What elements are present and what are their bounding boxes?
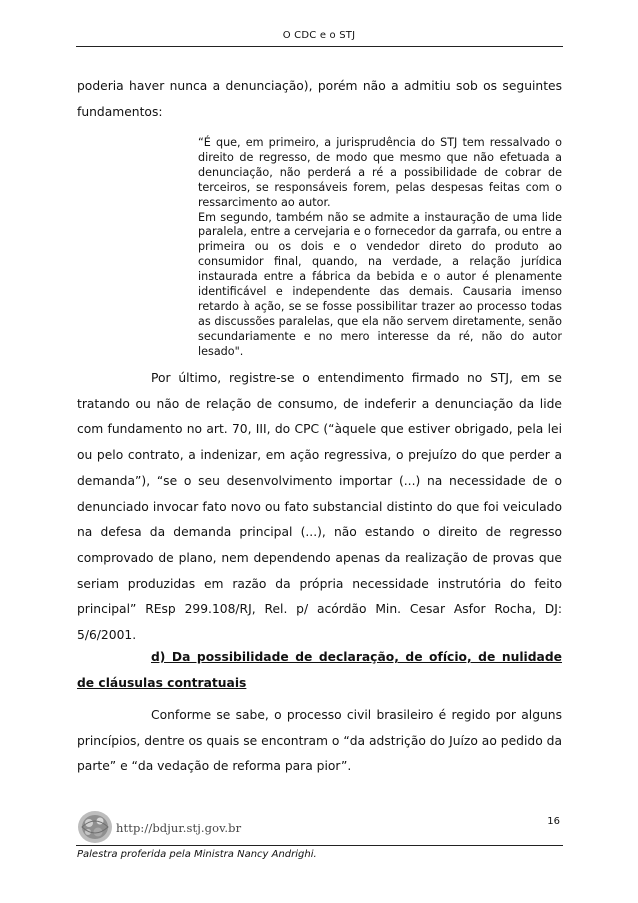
section-heading [77,645,562,696]
paragraph-intro: poderia haver nunca a denunciação), porém não a admitiu sob os seguintes fundamentos: [77,79,562,119]
footer-divider [76,845,563,846]
header-title: O CDC e o STJ [282,30,356,41]
quote-paragraph-2: Em segundo, também não se admite a instauração de uma lide paralela, entre a cervejaria e o fornecedor da garrafa, ou entre a primeira ou os dois e o vendedor direto do produto ao consumidor final, quando, na verdade, a relação jurídica instaurada entre a fábrica da bebida e o autor é plenamente identificável e independente das demais. Causaria imenso retardo à ação, se se fosse possibilitar trazer ao processo todas as discussões paralelas, que ela não servem diretamente, senão secundariamente e no mero interesse da ré, não do autor lesado". [198,210,562,358]
bdjur-logo[interactable] [76,808,256,846]
logo-url: http://bdjur.stj.gov.br [116,821,242,835]
quote-paragraph-1: “É que, em primeiro, a jurisprudência do STJ tem ressalvado o direito de regresso, de modo que mesmo que não efetuada a denunciação, não perderá a ré a possibilidade de cobrar de terceiros, se responsáveis forem, pelas despesas feitas com o ressarcimento ao autor. [198,136,562,209]
footer-note: Palestra proferida pela Ministra Nancy Andrighi. [77,849,317,860]
page-number: 16 [547,816,560,827]
header-divider [76,46,563,47]
paragraph-jurisprudence: Por último, registre-se o entendimento firmado no STJ, em se tratando ou não de relação de consumo, de indeferir a denunciação da lide com fundamento no art. 70, III, do CPC (“àquele que estiver obrigado, pela lei ou pelo contrato, a indenizar, em ação regressiva, o prejuízo do que perder a demanda”), “se o seu desenvolvimento importar (...) na necessidade de o denunciado invocar fato novo ou fato substancial distinto do que foi veiculado na defesa da demanda principal (...), não estando o direito de regresso comprovado de plano, nem dependendo apenas da realização de provas que seriam produzidas em razão da própria necessidade instrutória do feito principal” REsp 299.108/RJ, Rel. p/ acórdão Min. Cesar Asfor Rocha, DJ: 5/6/2001. [77,371,562,643]
section-heading-text: d) Da possibilidade de declaração, de ofício, de nulidade de cláusulas contratuais [77,650,562,690]
paragraph-principles: Conforme se sabe, o processo civil brasileiro é regido por alguns princípios, dentre os quais se encontram o “da adstrição do Juízo ao pedido da parte” e “da vedação de reforma para pior”. [77,708,562,774]
stj-seal-icon [76,809,114,845]
block-quote [198,136,562,360]
